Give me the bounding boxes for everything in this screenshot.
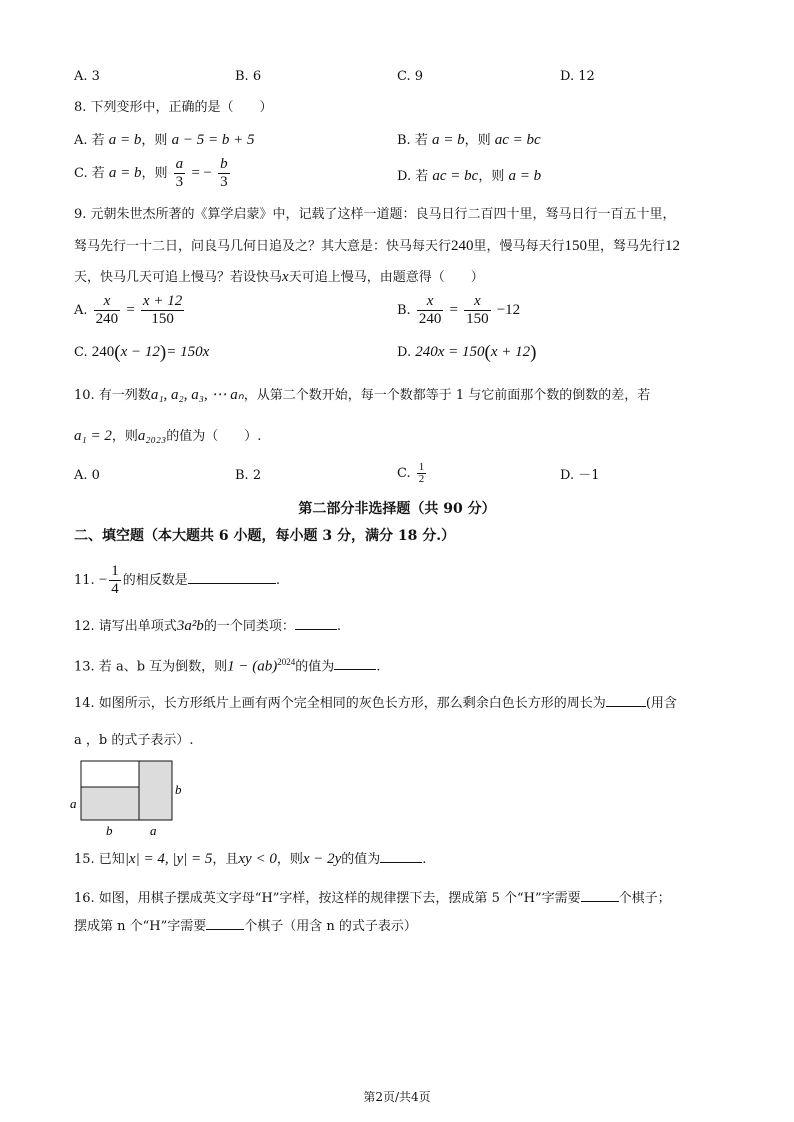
q9-option-d: D. 240x = 150(x + 12): [397, 342, 537, 363]
q7-option-d: D. 12: [560, 69, 595, 84]
q11: 11. − $\frac{1}{4}$ 的相反数是 .: [74, 563, 280, 597]
q10-option-b: B. 2: [235, 468, 262, 483]
q8-stem: 8. 下列变形中，正确的是（ ）: [74, 100, 273, 115]
q10-option-a: A. 0: [74, 468, 100, 483]
q12: 12. 请写出单项式3a²b的一个同类项： .: [74, 618, 341, 634]
label-b-right: b: [175, 782, 182, 797]
q7-option-c: C. 9: [397, 69, 424, 84]
label-a-left: a: [70, 796, 77, 811]
q10-option-c: C. $\frac{1}{2}$: [397, 461, 425, 485]
q16-line-2: 摆成第 n 个“H”字需要 个棋子（用含 n 的式子表示）: [74, 919, 417, 934]
q8-option-d: D. 若 ac = bc，则 a = b: [397, 168, 542, 184]
q8-option-c: C. 若 a = b，则 $\frac{a}{3}$ = − $\frac{b}{3}$: [74, 156, 228, 190]
q9-option-a: A. $\frac{x}{240}$ = $\frac{x + 12}{150}$: [74, 293, 183, 327]
q9-b-right-fraction: $\frac{x}{150}$: [466, 293, 489, 327]
q7-option-a: A. 3: [74, 69, 100, 84]
q9-a-right-fraction: $\frac{x + 12}{150}$: [142, 293, 183, 327]
q11-answer-blank[interactable]: [188, 583, 276, 584]
label-a-bottom: a: [150, 823, 157, 838]
q8-c-left-fraction: $\frac{a}{3}$: [175, 156, 184, 190]
q14-line-2: a ，b 的式子表示）.: [74, 733, 194, 748]
q9-a-left-fraction: $\frac{x}{240}$: [95, 293, 119, 327]
q15: 15. 已知|x| = 4, |y| = 5，且xy < 0，则x − 2y的值为 .: [74, 851, 427, 867]
q15-answer-blank[interactable]: [380, 862, 422, 863]
q16-answer-blank-2[interactable]: [206, 929, 244, 930]
q10-line-2: a₁ = 2，则a₂₀₂₃的值为（ ）.: [74, 428, 262, 444]
q9-b-left-fraction: $\frac{x}{240}$: [418, 293, 442, 327]
q14-answer-blank[interactable]: [606, 706, 646, 707]
page-footer: 第2页/共4页: [363, 1090, 431, 1104]
gray-rectangle-vertical: [139, 761, 172, 820]
section2-title: 二、填空题（本大题共 6 小题，每小题 3 分，满分 18 分.）: [74, 528, 456, 544]
q11-fraction: $\frac{1}{4}$: [111, 563, 119, 597]
part2-title: 第二部分非选择题（共 90 分）: [298, 501, 496, 517]
q9-line-3: 天，快马几天可追上慢马？若设快马x天可追上慢马，由题意得（ ）: [74, 269, 484, 285]
q8-option-b: B. 若 a = b，则 ac = bc: [397, 132, 541, 148]
q7-option-b: B. 6: [235, 69, 262, 84]
q10-line-1: 10. 有一列数a₁, a₂, a₃, ⋯ aₙ，从第二个数开始，每一个数都等于 1 与它前面那个数的倒数的差，若: [74, 387, 651, 403]
q14-line-1: 14. 如图所示，长方形纸片上画有两个完全相同的灰色长方形，那么剩余白色长方形的周长为 (用含: [74, 696, 677, 711]
q16-line-1: 16. 如图，用棋子摆成英文字母“H”字样，按这样的规律摆下去，摆成第 5 个“H”字需要 个棋子；: [74, 891, 671, 906]
q9-option-c: C. 240(x − 12)= 150x: [74, 342, 210, 363]
q10-c-fraction: $\frac{1}{2}$: [418, 461, 425, 485]
label-b-bottom: b: [106, 823, 113, 838]
q14-rectangle-figure: [68, 758, 188, 838]
q13: 13. 若 a、b 互为倒数，则1 − (ab)$^{2024}$的值为 .: [74, 657, 381, 675]
q9-line-1: 9. 元朝朱世杰所著的《算学启蒙》中，记载了这样一道题：良马日行二百四十里，驽马日行一百五十里，: [74, 207, 676, 222]
gray-rectangle-horizontal: [81, 787, 139, 820]
q10-option-d: D. －1: [560, 468, 600, 483]
q13-answer-blank[interactable]: [334, 669, 376, 670]
q8-c-right-fraction: $\frac{b}{3}$: [220, 156, 228, 190]
q16-answer-blank-1[interactable]: [581, 901, 619, 902]
q12-answer-blank[interactable]: [295, 629, 337, 630]
q9-line-2: 驽马先行一十二日，问良马几何日追及之？其大意是：快马每天行240里，慢马每天行150里，驽马先行12: [74, 238, 681, 254]
q9-option-b: B. $\frac{x}{240}$ = $\frac{x}{150}$ −12: [397, 293, 521, 327]
q8-option-a: A. 若 a = b，则 a − 5 = b + 5: [74, 132, 255, 148]
